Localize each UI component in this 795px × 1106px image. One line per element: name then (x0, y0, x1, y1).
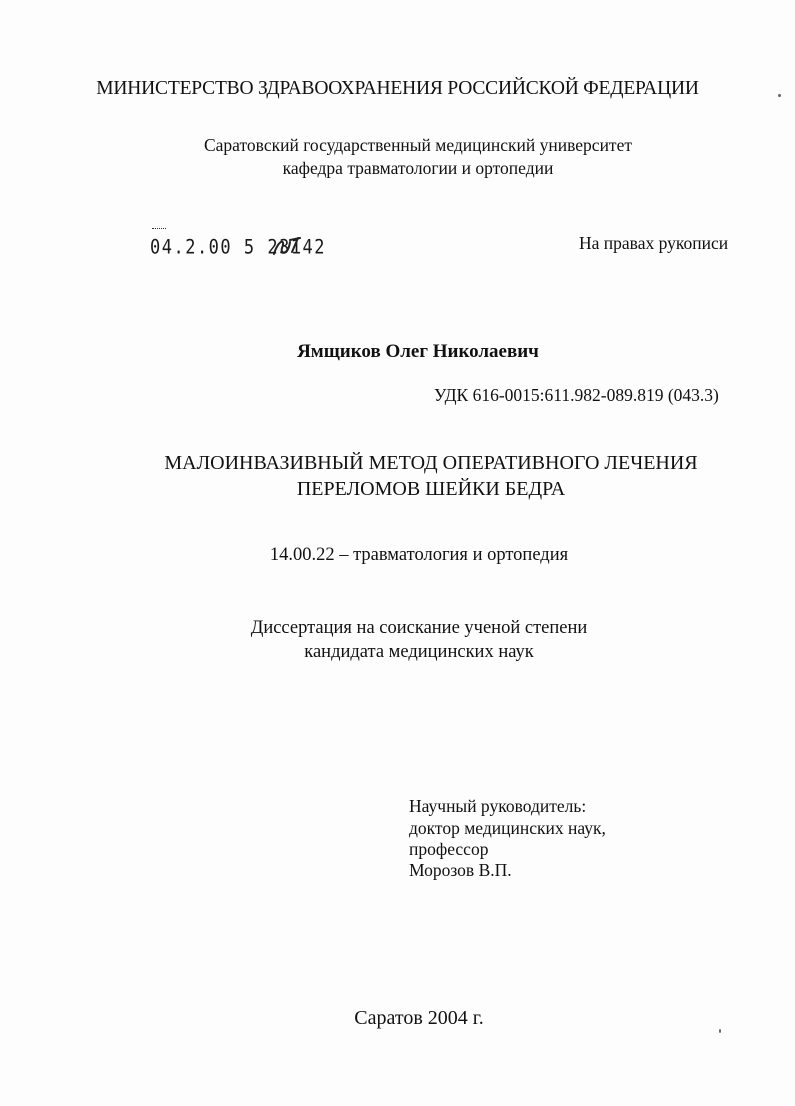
advisor-degree: доктор медицинских наук, (409, 818, 606, 838)
university-name: Саратовский государственный медицинский университет (203, 135, 632, 155)
speciality-code: 14.00.22 – травматология и ортопедия (269, 545, 569, 565)
thesis-title-line-1: МАЛОИНВАЗИВНЫЙ МЕТОД ОПЕРАТИВНОГО ЛЕЧЕНИЯ (164, 452, 698, 474)
udc-code: УДК 616-0015:611.982-089.819 (043.3) (434, 385, 719, 405)
scan-speck (719, 1029, 721, 1033)
advisor-rank: профессор (409, 839, 489, 859)
place-and-year: Саратов 2004 г. (354, 1007, 484, 1029)
advisor-label: Научный руководитель: (409, 796, 587, 816)
rights-notice: На правах рукописи (579, 233, 729, 253)
dissertation-type-line-2: кандидата медицинских наук (304, 642, 534, 662)
scan-speck (778, 94, 781, 97)
thesis-title-line-2: ПЕРЕЛОМОВ ШЕЙКИ БЕДРА (296, 478, 566, 500)
dissertation-type-line-1: Диссертация на соискание ученой степени (250, 618, 588, 638)
department-name: кафедра травматологии и ортопедии (282, 158, 554, 178)
author-name: Ямщиков Олег Николаевич (297, 341, 539, 362)
catalog-stamp-number: 04.2.00 5 23142 (150, 236, 327, 259)
advisor-name: Морозов В.П. (409, 860, 512, 880)
catalog-dots-mark (152, 228, 166, 232)
ministry-heading: МИНИСТЕРСТВО ЗДРАВООХРАНЕНИЯ РОССИЙСКОЙ ФЕДЕРАЦИИ (96, 78, 699, 99)
handwritten-scribble-icon (268, 234, 304, 260)
